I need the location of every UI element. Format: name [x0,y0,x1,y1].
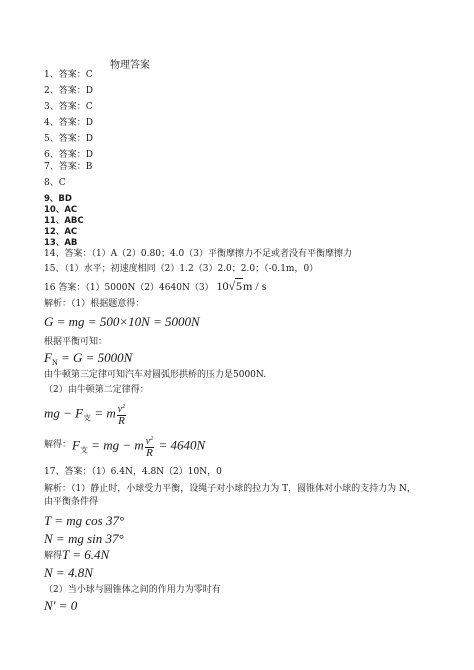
q16-solve-label: 解得： [44,440,72,450]
answer-8: 8、C [44,178,66,188]
q17-part2-text: （2）当小球与圆锥体之间的作用力为零时有 [44,585,221,595]
answer-11: 11、ABC [44,216,84,226]
q16-eq-weight: G = mg = 500×10N = 5000N [44,314,200,329]
q16-part2-text: （2）由牛顿第二定律得： [44,385,149,395]
answer-7: 7、答案：B [44,162,93,172]
answer-9: 9、BD [44,194,72,204]
q17-analysis: 解析：（1）静止时，小球受力平衡，设绳子对小球的拉力为 T，圆锥体对小球的支持力为 N， [44,484,416,494]
answer-3: 3、答案：C [44,102,93,112]
sqrt-icon: √ [228,279,236,293]
q17-eq-tension: T = mg cos 37° [44,513,125,528]
answer-10: 10、AC [44,205,78,215]
q17-eq-n-value: N = 4.8N [44,565,93,580]
answer-4: 4、答案：D [44,118,93,128]
answer-16 [44,281,266,294]
answer-12: 12、AC [44,227,78,237]
q17-solve-label: 解得 [44,551,63,561]
speed-unit: m / s [243,279,267,293]
speed-coef: 10 [216,279,229,293]
fraction: $\frac{v^2}{R}$ [117,404,126,427]
q16-eq-support: $F_支$ = mg − m $\frac{v^2}{R}$ = 4640N [72,436,206,459]
answer-2: 2、答案：D [44,86,93,96]
q17-eq-normal: N = mg sin 37° [44,531,124,546]
answer-17: 17、答案：（1）6.4N，4.8N（2）10N，0 [44,467,222,477]
answer-5: 5、答案：D [44,134,93,144]
speed-radicand: 5 [236,279,243,293]
q16-balance-text: 根据平衡可知： [44,337,108,347]
answer-16-speed [216,278,266,293]
answer-15: 15、（1）水平；初速度相同（2）1.2（3）2.0；2.0；（-0.1m，0） [44,264,319,274]
answer-14: 14、答案：（1）A（2）0.80；4.0（3）平衡摩擦力不足或者没有平衡摩擦力 [44,249,352,259]
q17-eq-n-prime: N′ = 0 [44,598,78,613]
q16-analysis: 解析：（1）根据题意得： [44,299,145,309]
answer-6: 6、答案：D [44,150,93,160]
q16-eq-normal: $F_N = G = 5000N$ [44,350,133,367]
fraction: $\frac{v^2}{R}$ [145,436,154,459]
q17-balance-text: 由平衡条件得 [44,497,99,507]
answer-1: 1、答案：C [44,70,93,80]
answer-16-text: 16 答案：（1）5000N（2）4640N（3） [44,283,214,293]
answer-13: 13、AB [44,238,78,248]
q16-newton3-text: 由牛顿第三定律可知汽车对圆弧形拱桥的压力是5000N. [44,370,267,380]
document-title: 物理答案 [110,60,150,71]
q17-eq-t-value: T = 6.4N [62,547,110,562]
q16-eq-newton2: mg − $F_支 = m$ $\frac{v^2}{R}$ [44,404,126,427]
